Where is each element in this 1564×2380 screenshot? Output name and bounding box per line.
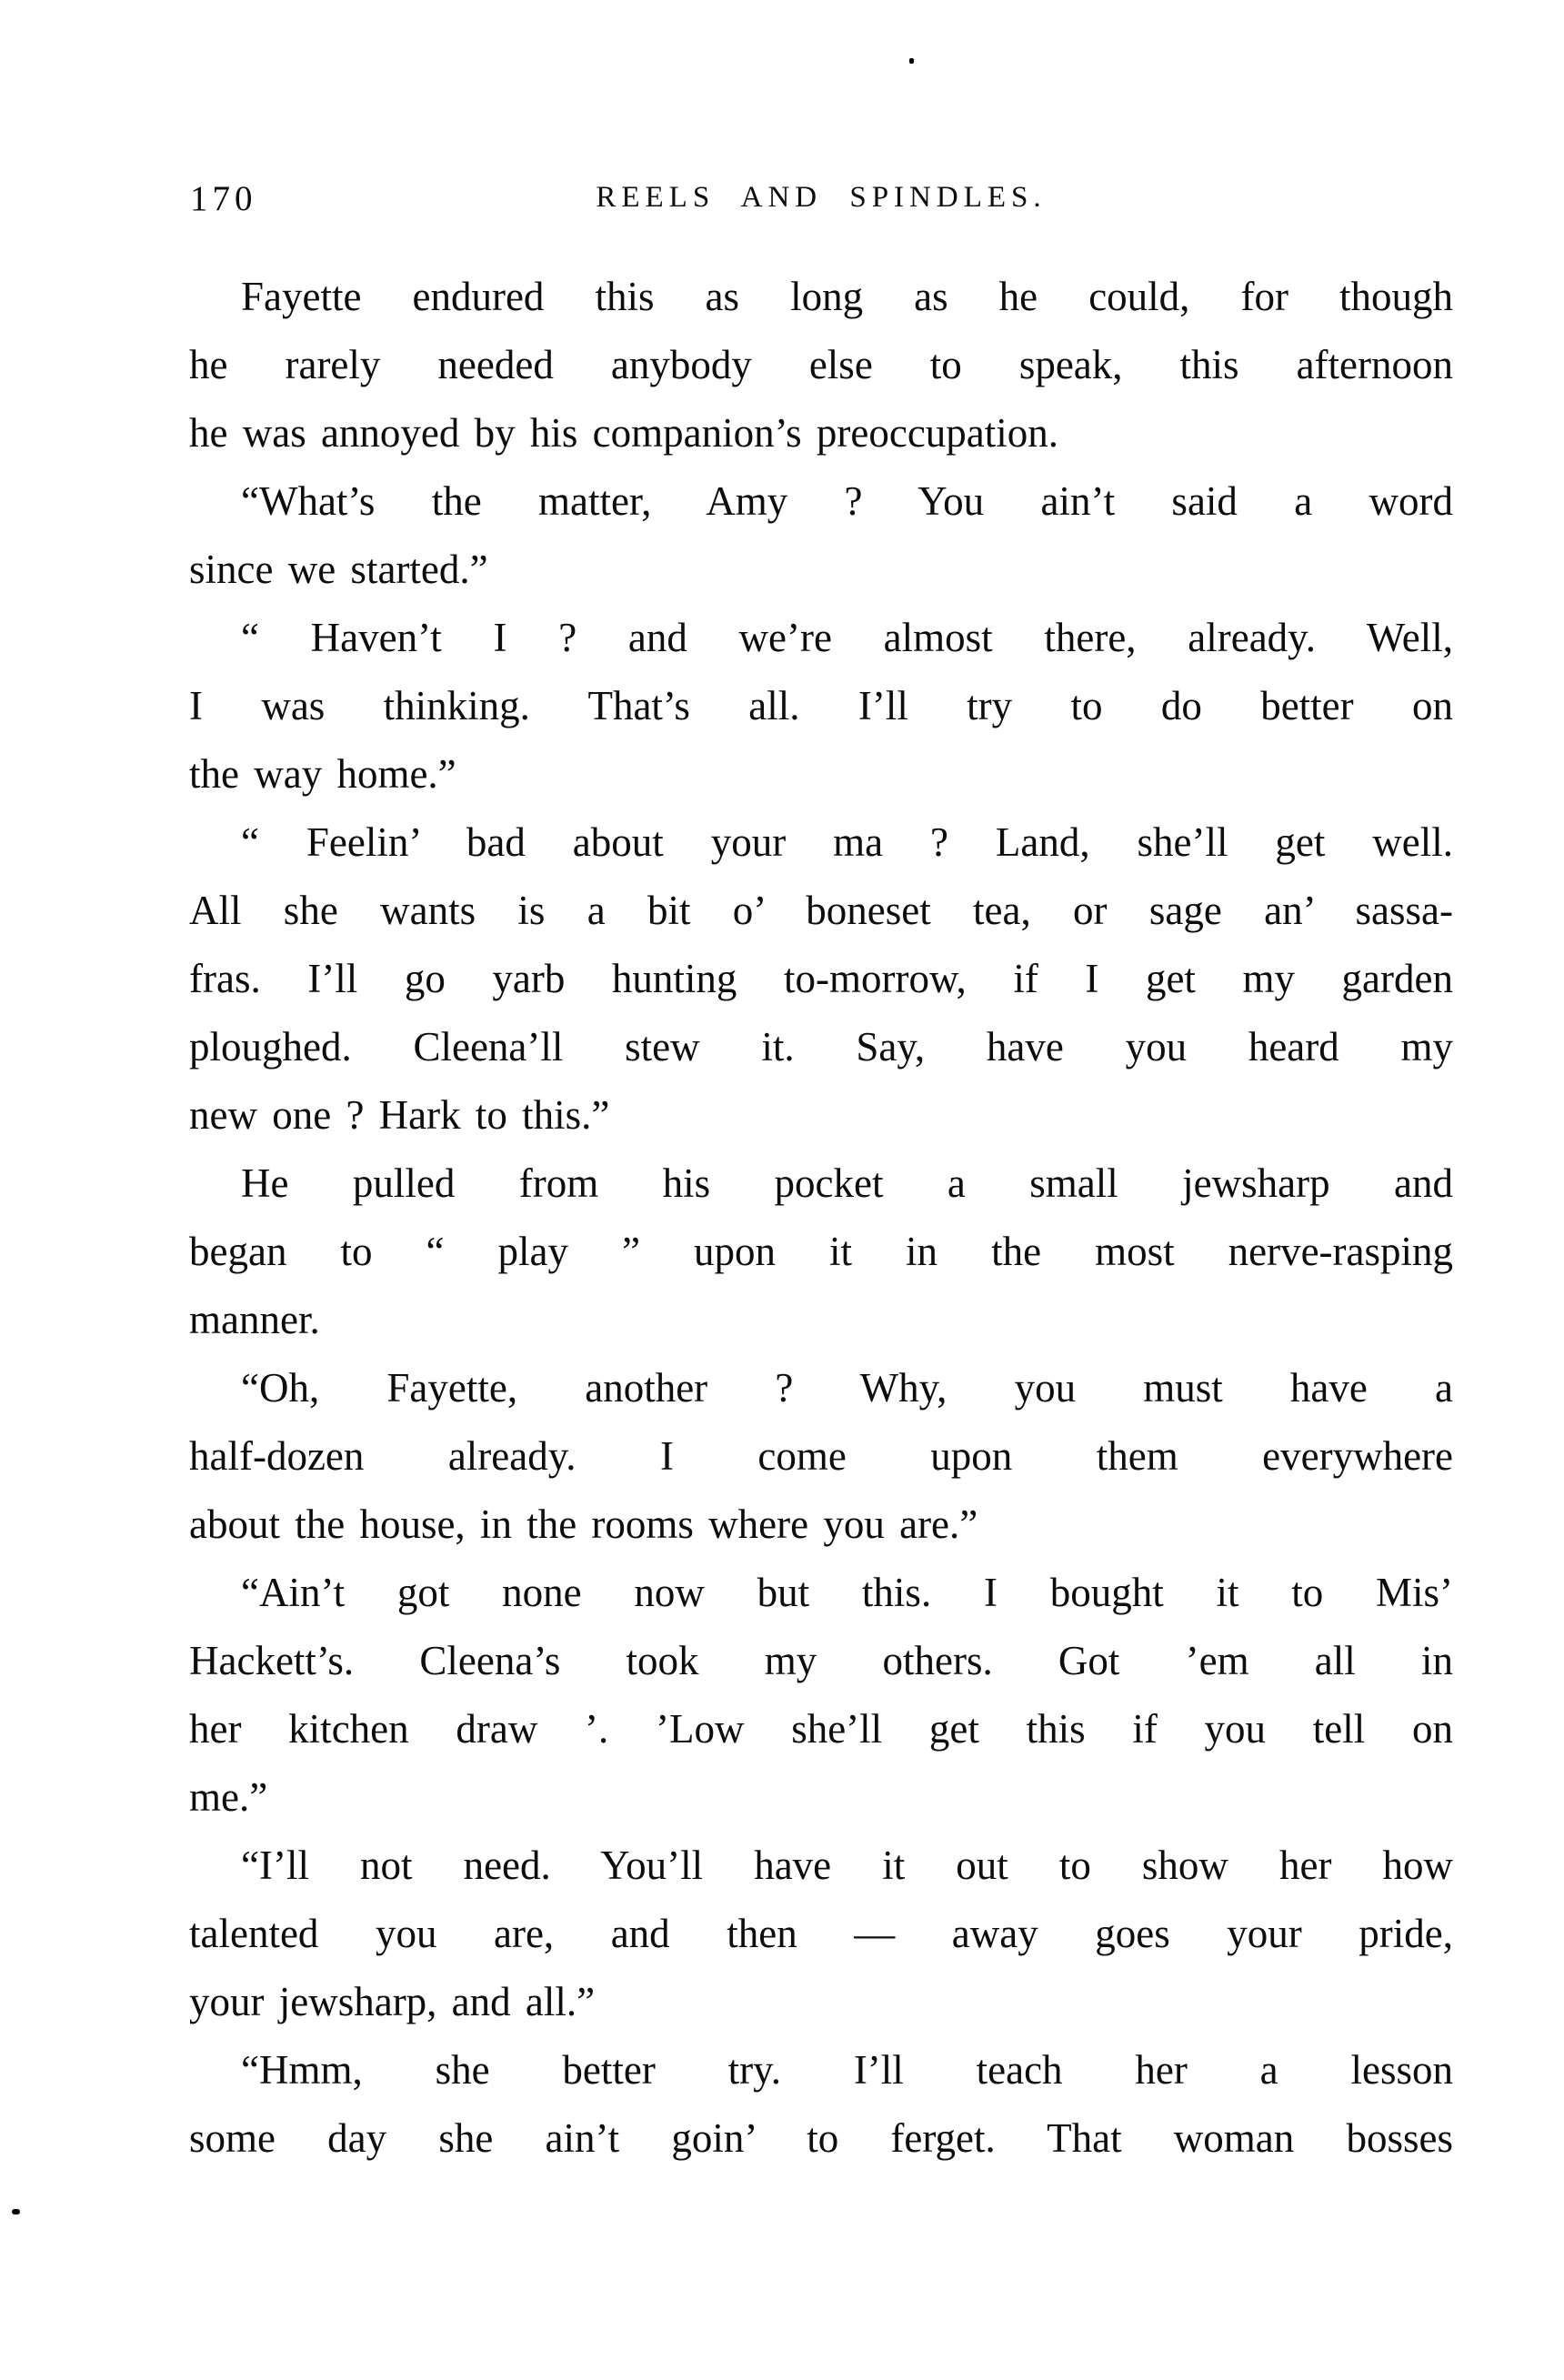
text-line: fras. I’ll go yarb hunting to-morrow, if I get my garden xyxy=(189,956,1453,1001)
text-line: your jewsharp, and all.” xyxy=(189,1979,596,2024)
text-line: “Oh, Fayette, another ? Why, you must have a xyxy=(241,1365,1453,1411)
text-line: since we started.” xyxy=(189,547,488,592)
text-line: All she wants is a bit o’ boneset tea, or sage an’ sassa- xyxy=(189,888,1453,933)
paragraph xyxy=(189,1559,1453,1832)
text-line: the way home.” xyxy=(189,751,456,797)
text-line: began to “ play ” upon it in the most nerve-rasping xyxy=(189,1229,1453,1274)
page-number: 170 xyxy=(190,179,257,218)
text-line: “I’ll not need. You’ll have it out to show her how xyxy=(241,1843,1453,1888)
paragraph xyxy=(189,604,1453,808)
text-line: “What’s the matter, Amy ? You ain’t said a word xyxy=(241,478,1453,524)
paragraph xyxy=(189,808,1453,1150)
text-line: new one ? Hark to this.” xyxy=(189,1092,610,1138)
paragraph xyxy=(189,1832,1453,2036)
text-line: her kitchen draw ’. ’Low she’ll get this if you tell on xyxy=(189,1706,1453,1752)
text-line: “ Haven’t I ? and we’re almost there, already. Well, xyxy=(241,615,1453,660)
page-text xyxy=(189,263,1453,2173)
text-line: some day she ain’t goin’ to ferget. That woman bosses xyxy=(189,2115,1453,2161)
ink-speck-bottom-left xyxy=(12,2209,20,2214)
paragraph xyxy=(189,2036,1453,2173)
text-line: he was annoyed by his companion’s preoccupation. xyxy=(189,410,1059,456)
text-line: about the house, in the rooms where you are.” xyxy=(189,1501,978,1547)
text-line: “Hmm, she better try. I’ll teach her a lesson xyxy=(241,2047,1453,2093)
text-line: I was thinking. That’s all. I’ll try to do better on xyxy=(189,683,1453,728)
paragraph xyxy=(189,263,1453,467)
paragraph xyxy=(189,1354,1453,1559)
text-line: “ Feelin’ bad about your ma ? Land, she’ll get well. xyxy=(241,819,1453,865)
running-header: REELS AND SPINDLES. xyxy=(596,181,1047,214)
text-line: Fayette endured this as long as he could, for though xyxy=(241,274,1453,319)
text-line: He pulled from his pocket a small jewsharp and xyxy=(241,1160,1453,1206)
text-line: half-dozen already. I come upon them everywhere xyxy=(189,1433,1453,1479)
text-line: he rarely needed anybody else to speak, this afternoon xyxy=(189,342,1453,387)
text-line: “Ain’t got none now but this. I bought it to Mis’ xyxy=(241,1570,1453,1615)
text-line: manner. xyxy=(189,1297,320,1342)
text-line: me.” xyxy=(189,1774,268,1820)
text-line: talented you are, and then — away goes your pride, xyxy=(189,1911,1453,1956)
ink-speck-top xyxy=(909,58,914,64)
paragraph xyxy=(189,467,1453,604)
text-line: Hackett’s. Cleena’s took my others. Got ’em all in xyxy=(189,1638,1453,1683)
text-line: ploughed. Cleena’ll stew it. Say, have you heard my xyxy=(189,1024,1453,1069)
paragraph xyxy=(189,1150,1453,1354)
